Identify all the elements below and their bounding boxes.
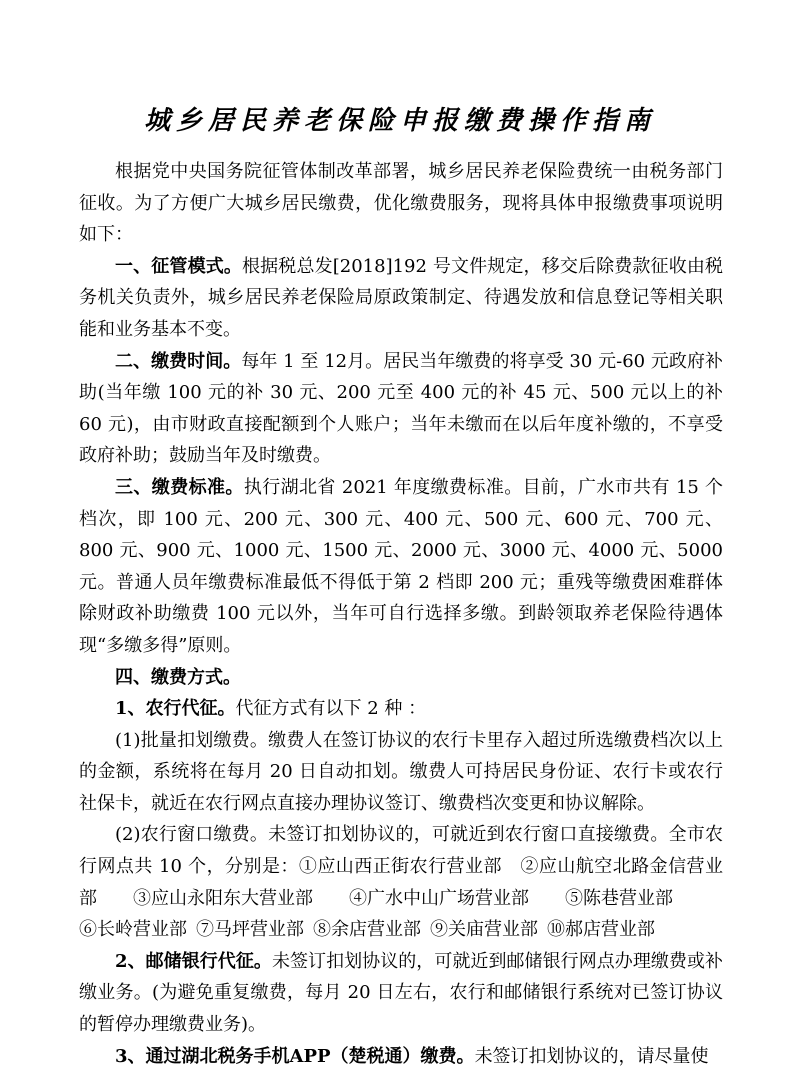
section-3-text: 执行湖北省 2021 年度缴费标准。目前，广水市共有 15 个档次，即 100 元、200 元、300 元、400 元、500 元、600 元、700 元、800 元、900 元、1000 元、1500 元、2000 元、3000 元、4000 元、5000 元。普通人员年缴费标准最低不得低于第 2 档即 200 元；重残等缴费困难群体除财政补助缴费 100 元以外，当年可自行选择多缴。到龄领取养老保险待遇体现“多缴多得”原则。 [79, 476, 724, 656]
window-item: ④广水中山广场营业部 [349, 887, 529, 909]
section-1-text: 根据税总发[2018]192 号文件规定，移交后除费款征收由税务机关负责外，城乡居民养老保险局原政策制定、待遇发放和信息登记等相关职能和业务基本不变。 [79, 255, 723, 340]
window-item: ⑩郝店营业部 [547, 919, 655, 941]
window-item: ⑧余店营业部 [313, 919, 421, 941]
method-1a-paragraph: (1)批量扣划缴费。缴费人在签订协议的农行卡里存入超过所选缴费档次以上的金额，系统将在每月 20 日自动扣划。缴费人可持居民身份证、农行卡或农行社保卡，就近在农行网点直接办理协议签订、缴费档次变更和协议解除。 [79, 729, 723, 814]
section-2-heading: 二、缴费时间。 [115, 350, 242, 372]
method-1-heading: 1、农行代征。 [115, 698, 236, 720]
document-body [79, 156, 723, 1072]
method-2-paragraph [79, 946, 723, 1041]
section-3-paragraph [79, 472, 723, 662]
method-1b-text: (2)农行窗口缴费。未签订扣划协议的，可就近到农行窗口直接缴费。全市农行网点共 10 个，分别是： [79, 824, 723, 878]
method-3-paragraph [79, 1041, 723, 1073]
window-item: ①应山西正街农行营业部 [298, 856, 502, 878]
window-list-line [79, 914, 723, 946]
document-title: 城乡居民养老保险申报缴费操作指南 [143, 106, 656, 136]
section-2-text: 每年 1 至 12月。居民当年缴费的将享受 30 元-60 元政府补助(当年缴 100 元的补 30 元、200 元至 400 元的补 45 元、500 元以上的补 60 元)，由市财政直接配额到个人账户；当年未缴而在以后年度补缴的，不享受政府补助；鼓励当年及时缴费。 [79, 350, 724, 467]
window-item: ⑨关庙营业部 [430, 919, 538, 941]
section-2-paragraph [79, 346, 723, 472]
window-item: ⑦马坪营业部 [196, 919, 304, 941]
window-item: ②应山航空北路金信营业部 [79, 856, 723, 909]
method-1-paragraph [79, 693, 723, 725]
method-3-heading: 3、通过湖北税务手机APP（楚税通）缴费。 [115, 1045, 475, 1067]
method-3-text: 未签订扣划协议的，请尽量使 [474, 1045, 709, 1067]
method-1-text: 代征方式有以下 2 种 ： [235, 698, 427, 720]
method-2-heading: 2、邮储银行代征。 [115, 950, 272, 972]
section-3-heading: 三、缴费标准。 [115, 476, 244, 498]
intro-paragraph: 根据党中央国务院征管体制改革部署，城乡居民养老保险费统一由税务部门征收。为了方便广大城乡居民缴费，优化缴费服务，现将具体申报缴费事项说明如下： [79, 161, 723, 246]
section-4-paragraph [79, 662, 723, 694]
section-4-heading: 四、缴费方式。 [115, 666, 241, 688]
section-1-heading: 一、征管模式。 [115, 255, 243, 277]
window-item: ⑥长岭营业部 [79, 919, 187, 941]
window-item: ③应山永阳东大营业部 [133, 887, 313, 909]
method-2-text: 未签订扣划协议的，可就近到邮储银行网点办理缴费或补缴业务。(为避免重复缴费，每月 20 日左右，农行和邮储银行系统对已签订协议的暂停办理缴费业务)。 [79, 950, 724, 1036]
method-1b-paragraph [79, 819, 723, 914]
window-item: ⑤陈巷营业部 [565, 887, 673, 909]
section-1-paragraph [79, 251, 723, 346]
